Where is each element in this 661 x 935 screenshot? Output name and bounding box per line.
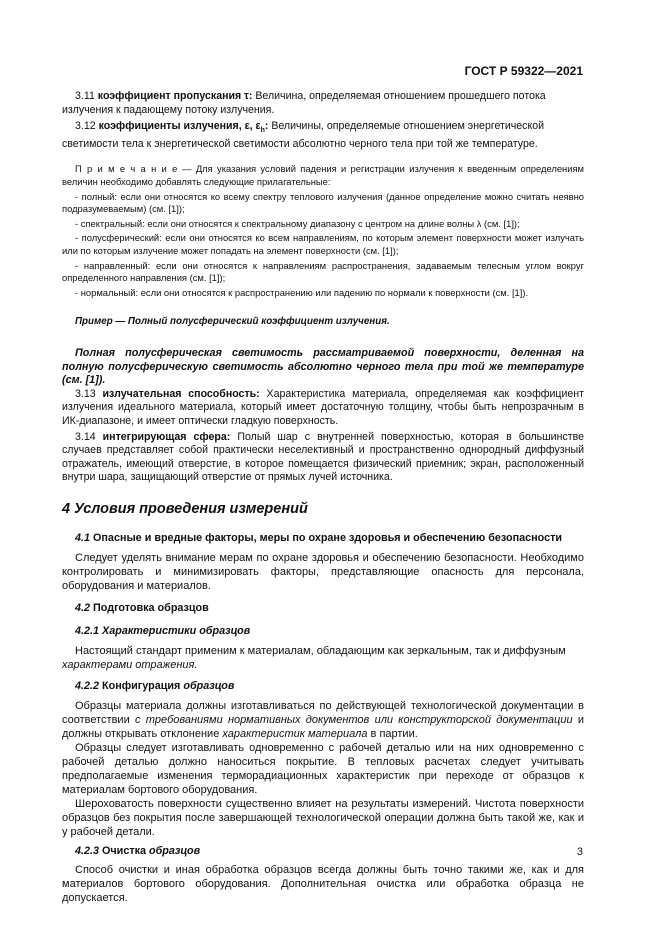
subsection-title: Опасные и вредные факторы, меры по охране здоровья и обеспечению безопасности xyxy=(93,531,563,544)
section-title: Условия проведения измерений xyxy=(74,500,308,517)
note-label: П р и м е ч а н и е xyxy=(75,163,178,175)
subsection-title: Характеристики образцов xyxy=(102,624,251,637)
clause-text: Величины, определяемые отношением энергетической xyxy=(271,120,545,133)
example-text: Полная полусферическая светимость рассматриваемой поверхности, деленная на полную полусферическую светимость абсолютно черного тела при той же температуре (см. [1]). xyxy=(62,347,584,387)
subsection-4-2-3-text: Способ очистки и иная обработка образцов всегда должны быть точно такими же, как и для материалов бортового оборудования. Дополнительная очистка или обработка образца не допускается. xyxy=(62,863,584,904)
clause-text: Полый шар с внутренней поверхностью, которая в большинстве случаев представляет собой практически неселективный и пространственно однородный диффузный отражатель, имеющий отверстие, в которое помещается физический приемник; экран, расположенный внутри шара, защищающий отверстие от прямых лучей источника. xyxy=(62,430,584,484)
term-emittance: излучательная способность: xyxy=(102,387,260,400)
subsection-4-2-2-para-3: Шероховатость поверхности существенно влияет на результаты измерений. Чистота поверхности образцов без покрытия после завершающей технологической операции должна быть такой же, как и у рабочей детали. xyxy=(62,797,584,838)
note-item: - полусферический: если они относятся ко всем направлениям, по которым элемент поверхности может излучать или по которым излучение может попадать на элемент поверхности (см. [1]); xyxy=(62,232,584,257)
subsection-title: Очистка xyxy=(102,844,147,857)
subsection-number: 4.2 xyxy=(75,601,91,614)
clause-text: Характеристика материала, определяемая как коэффициент излучения идеального материала, который имеет достаточную толщину, чтобы быть непрозрачным в ИК-диапазоне, и имеет оптически гладкую поверхность. xyxy=(62,387,584,427)
clause-number: 3.14 xyxy=(75,430,96,443)
clause-number: 3.12 xyxy=(75,120,96,133)
term-emissivity-coefficients: коэффициенты излучения, ε, $\varepsilon_h$: xyxy=(98,120,269,135)
clause-text-continued: светимости тела к энергетической светимости абсолютно черного тела при той же температуре. xyxy=(62,137,538,150)
clause-3-12 xyxy=(75,120,584,138)
subsection-title: Подготовка образцов xyxy=(93,601,209,614)
subsection-title-italic: образцов xyxy=(149,844,201,857)
subsection-4-2-1-text-italic: характерами отражения. xyxy=(62,658,198,671)
section-4-heading xyxy=(62,501,584,517)
subsection-4-2-1-heading xyxy=(75,624,584,638)
page-number: 3 xyxy=(576,846,583,858)
subsection-title: Конфигурация xyxy=(102,679,181,692)
clause-3-14 xyxy=(62,431,584,485)
subsection-4-2-3-heading xyxy=(75,844,584,858)
note-item: - нормальный: если они относятся к распространению или падению по нормали к поверхности (см. [1]). xyxy=(75,286,529,298)
note-block xyxy=(62,163,584,299)
subsection-number: 4.2.2 xyxy=(75,679,100,692)
clause-text-continued: излучения к падающему потоку излучения. xyxy=(62,103,275,116)
subsection-number: 4.2.1 xyxy=(75,624,100,637)
clause-text: Величина, определяемая отношением прошедшего потока xyxy=(255,90,546,102)
subsection-number: 4.2.3 xyxy=(75,844,100,857)
note-item: - полный: если они относятся ко всему спектру теплового излучения (данное определение можно считать неявно подразумеваемым) (см. [1]); xyxy=(62,190,584,215)
subsection-4-1-heading xyxy=(75,531,584,545)
subsection-4-2-heading xyxy=(75,601,584,615)
clause-3-11 xyxy=(75,90,584,104)
clause-3-13 xyxy=(62,388,584,429)
note-item: - направленный: если они относятся к направлениям распространения, задаваемым телесным углом вокруг определенного направления (см. [1]); xyxy=(62,259,584,284)
subsection-4-1-text: Следует уделять внимание мерам по охране здоровья и обеспечению безопасности. Необходимо контролировать и минимизировать факторы, представляющие опасность для персонала, оборудования и материалов. xyxy=(62,551,584,592)
section-number: 4 xyxy=(62,500,71,517)
term-transmittance: коэффициент пропускания τ: xyxy=(97,90,253,102)
clause-number: 3.11 xyxy=(75,90,95,102)
page-content xyxy=(62,90,584,905)
subsection-4-2-2-heading xyxy=(75,679,584,693)
subsection-4-2-2-para-2: Образцы следует изготавливать одновременно с рабочей деталью или на них одновременно с рабочей деталью должно наноситься покрытие. В тепловых расчетах следует учитывать предполагаемые изменения терморадиационных характеристик при переходе от образцов к материалам бортового оборудования. xyxy=(62,741,584,796)
term-integrating-sphere: интегрирующая сфера: xyxy=(102,430,231,443)
note-item: - спектральный: если они относятся к спектральному диапазону с центром на длине волны λ (см. [1]); xyxy=(75,217,520,229)
subsection-title-italic: образцов xyxy=(183,679,235,692)
subsection-4-2-2-para-1: Образцы материала должны изготавливаться по действующей технологической документации в соответствии с требованиями нормативных документов или конструкторской документации и должны открывать отклонение характеристик материала в партии. xyxy=(62,699,584,740)
standard-code-header: ГОСТ Р 59322—2021 xyxy=(464,64,583,78)
subsection-4-2-1-text: Настоящий стандарт применим к материалам, обладающим как зеркальным, так и диффузным xyxy=(75,644,566,657)
note-intro-text: — Для указания условий падения и регистрации излучения к введенным определениям величин необходимо добавлять следующие прилагательные: xyxy=(62,163,584,188)
clause-number: 3.13 xyxy=(75,387,96,400)
subsection-number: 4.1 xyxy=(75,531,91,544)
note-intro xyxy=(62,163,584,188)
example-title: Пример — Полный полусферический коэффициент излучения. xyxy=(75,316,390,328)
